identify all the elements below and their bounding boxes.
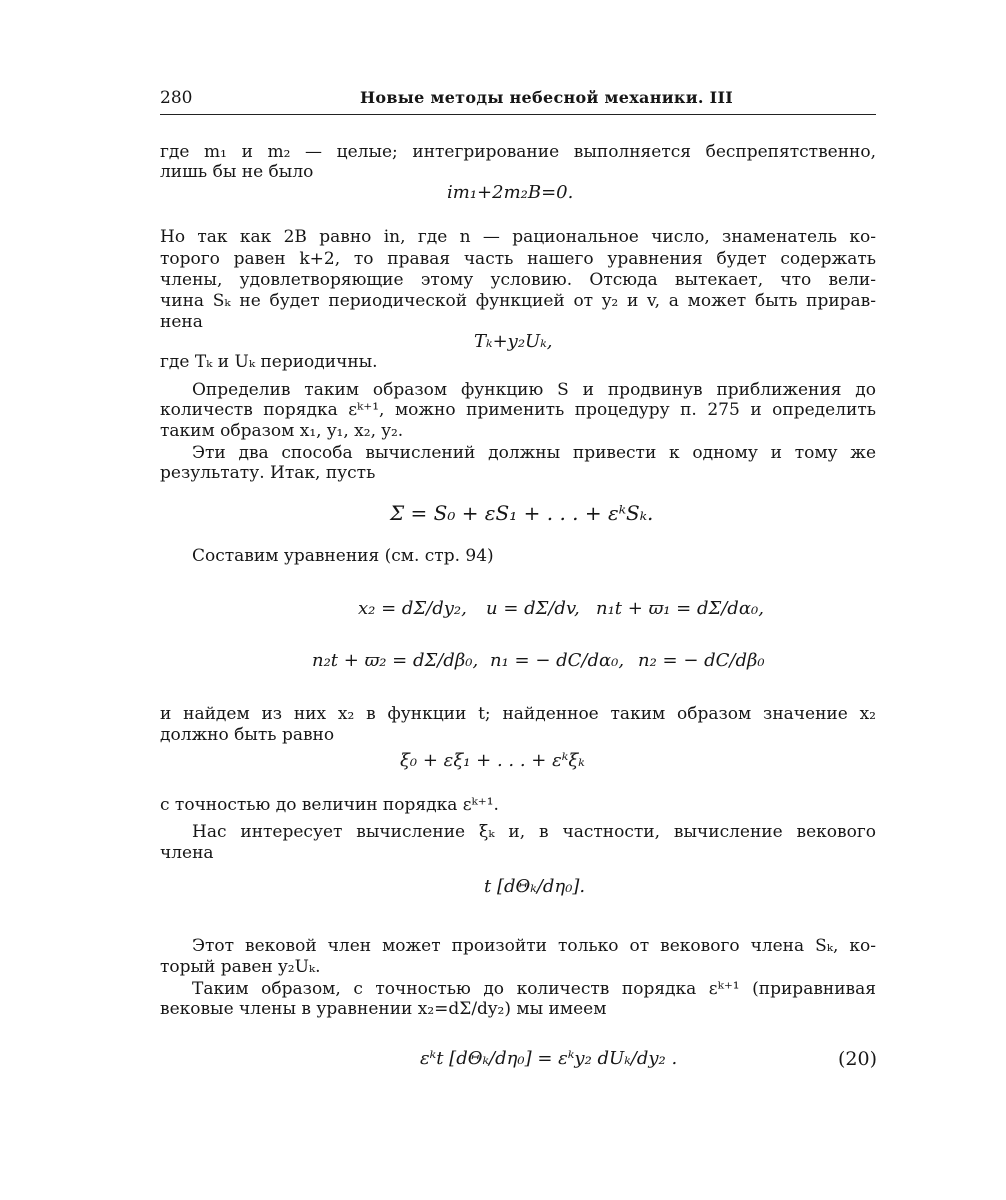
running-header (160, 84, 876, 115)
formula: n₂t + ϖ₂ = dΣ/dβ₀, (312, 650, 479, 671)
running-title: Новые методы небесной механики. III (360, 88, 734, 107)
text-line: Составим уравнения (см. стр. 94) (192, 546, 494, 566)
text-line: где Tₖ и Uₖ периодичны. (160, 352, 378, 372)
text-line: где m₁ и m₂ — целые; интегрирование выполняется беспрепятственно, (160, 142, 876, 162)
formula: n₂ = − dC/dβ₀ (638, 650, 765, 671)
text-line: количеств порядка εᵏ⁺¹, можно применить процедуру п. 275 и определить (160, 400, 876, 420)
formula: u = dΣ/dv, (486, 598, 580, 619)
text-line: Эти два способа вычислений должны привести к одному и тому же (192, 443, 876, 463)
page-number: 280 (160, 88, 193, 108)
formula: x₂ = dΣ/dy₂, (358, 598, 467, 619)
text-line: члена (160, 843, 214, 863)
text-line: вековые члены в уравнении x₂=dΣ/dy₂) мы имеем (160, 999, 607, 1019)
formula: n₁ = − dC/dα₀, (490, 650, 625, 671)
text-line: должно быть равно (160, 725, 335, 745)
formula: ξ₀ + εξ₁ + . . . + εᵏξₖ (400, 750, 585, 771)
text-line: члены, удовлетворяющие этому условию. Отсюда вытекает, что вели- (160, 270, 876, 290)
text-line: Нас интересует вычисление ξₖ и, в частности, вычисление векового (192, 822, 876, 842)
equation-number: (20) (838, 1048, 878, 1070)
formula-sum: Σ = S₀ + εS₁ + . . . + εᵏSₖ. (390, 501, 654, 525)
formula: im₁+2m₂B=0. (447, 182, 574, 203)
text-line: нена (160, 312, 203, 332)
formula: n₁t + ϖ₁ = dΣ/dα₀, (596, 598, 764, 619)
formula: t [dΘₖ/dη₀]. (484, 876, 586, 897)
text-line: результату. Итак, пусть (160, 463, 376, 483)
formula: εᵏt [dΘₖ/dη₀] = εᵏy₂ dUₖ/dy₂ . (420, 1048, 678, 1069)
text-line: торого равен k+2, то правая часть нашего уравнения будет содержать (160, 249, 876, 269)
text-line: чина Sₖ не будет периодической функцией от y₂ и v, а может быть прирав- (160, 291, 876, 311)
text-line: таким образом x₁, y₁, x₂, y₂. (160, 421, 404, 441)
formula: Tₖ+y₂Uₖ, (474, 331, 553, 352)
text-line: Определив таким образом функцию S и продвинув приближения до (192, 380, 876, 400)
text-line: Таким образом, с точностью до количеств порядка εᵏ⁺¹ (приравнивая (192, 979, 876, 999)
text-line: Этот вековой член может произойти только от векового члена Sₖ, ко- (192, 936, 876, 956)
text-line: и найдем из них x₂ в функции t; найденное таким образом значение x₂ (160, 704, 876, 724)
text-line: с точностью до величин порядка εᵏ⁺¹. (160, 795, 499, 815)
text-line: лишь бы не было (160, 162, 314, 182)
text-line: торый равен y₂Uₖ. (160, 957, 321, 977)
text-line: Но так как 2B равно in, где n — рациональное число, знаменатель ко- (160, 227, 876, 247)
